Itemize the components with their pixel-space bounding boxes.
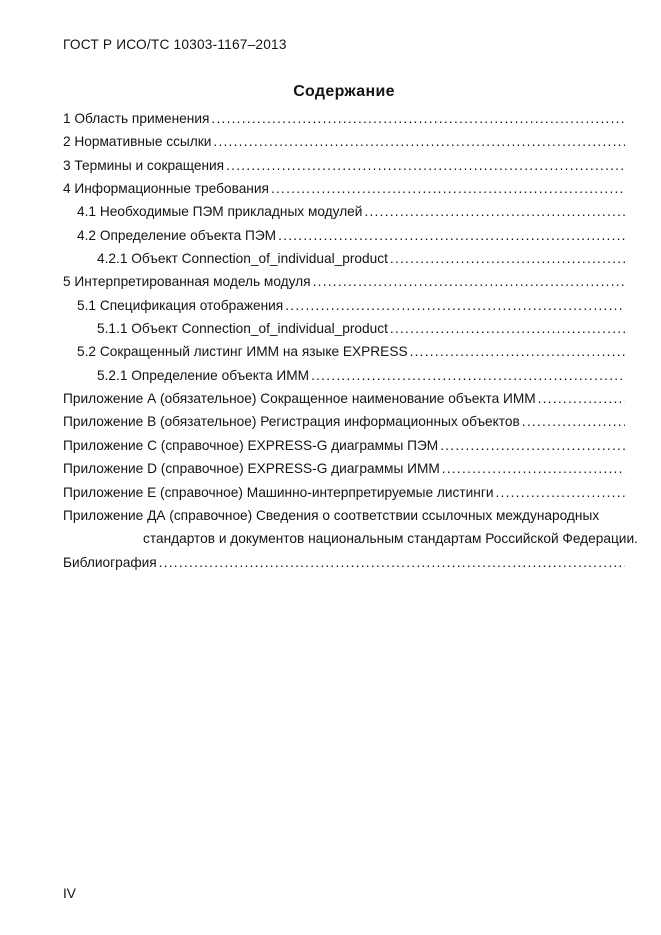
dot-leader (278, 224, 625, 247)
toc-entry-03 (63, 154, 625, 177)
toc-entry-label: 2 Нормативные ссылки (63, 134, 212, 150)
toc-entry-label: 5.1.1 Объект Connection_of_individual_product (97, 321, 388, 337)
dot-leader (440, 434, 625, 457)
toc-entry-label: 4 Информационные требования (63, 181, 269, 197)
toc-entry-16 (63, 457, 625, 480)
toc-entry-label: 1 Область применения (63, 111, 210, 126)
toc-list (63, 107, 638, 574)
toc-entry-13 (63, 387, 625, 410)
toc-entry-06 (63, 224, 625, 247)
dot-leader (496, 481, 626, 504)
toc-entry-02 (63, 130, 625, 153)
toc-title: Содержание (293, 83, 395, 100)
toc-entry-14 (63, 410, 625, 433)
toc-entry-08 (63, 270, 625, 293)
toc-entry-label: Приложение В (обязательное) Регистрация информационных объектов (63, 414, 520, 430)
dot-leader (522, 410, 625, 433)
document-designation: ГОСТ Р ИСО/ТС 10303-1167–2013 (63, 37, 287, 52)
toc-entry-10 (63, 317, 625, 340)
dot-leader (213, 130, 625, 153)
toc-entry-label: Приложение А (обязательное) Сокращенное наименование объекта ИММ (63, 391, 536, 407)
toc-entry-label: стандартов и документов национальным стандартам Российской Федерации. (143, 531, 638, 547)
toc-entry-17 (63, 481, 625, 504)
toc-entry-01 (63, 107, 625, 130)
toc-entry-label: Приложение С (справочное) EXPRESS-G диаграммы ПЭМ (63, 437, 439, 453)
dot-leader (159, 551, 625, 574)
toc-entry-label: Приложение ДА (справочное) Сведения о соответствии ссылочных международных (63, 507, 600, 523)
dot-leader (313, 270, 625, 293)
toc-entry-label: 5.2.1 Определение объекта ИММ (97, 367, 310, 383)
toc-entry-label: 5.1 Спецификация отображения (77, 297, 284, 313)
toc-entry-11 (63, 340, 625, 363)
toc-entry-18 (63, 504, 625, 527)
toc-entry-05 (63, 200, 625, 223)
dot-leader (226, 154, 625, 177)
toc-entry-label: Приложение D (справочное) EXPRESS-G диаграммы ИММ (63, 461, 440, 477)
toc-entry-15 (63, 434, 625, 457)
toc-entry-07 (63, 247, 625, 270)
toc-entry-label: 4.2 Определение объекта ПЭМ (77, 227, 277, 243)
dot-leader (211, 107, 625, 130)
dot-leader (285, 294, 625, 317)
dot-leader (442, 457, 625, 480)
dot-leader (364, 200, 625, 223)
toc-entry-label: Библиография (63, 554, 157, 570)
page-number: IV (63, 886, 76, 901)
toc-entry-09 (63, 294, 625, 317)
toc-entry-label: 5.2 Сокращенный листинг ИММ на языке EXPRESS (77, 344, 408, 360)
toc-entry-label: 5 Интерпретированная модель модуля (63, 274, 311, 290)
toc-entry-19 (63, 551, 625, 574)
toc-entry-label: 4.2.1 Объект Connection_of_individual_product (97, 251, 388, 267)
dot-leader (410, 340, 625, 363)
dot-leader (311, 364, 625, 387)
dot-leader (390, 317, 625, 340)
toc-entry-04 (63, 177, 625, 200)
dot-leader (538, 387, 625, 410)
toc-entry-label: 3 Термины и сокращения (63, 157, 225, 173)
dot-leader (390, 247, 625, 270)
toc-entry-label: Приложение Е (справочное) Машинно-интерпретируемые листинги (63, 484, 494, 500)
toc-entry-label: 4.1 Необходимые ПЭМ прикладных модулей (77, 204, 363, 220)
toc-entry-18-continuation (63, 527, 638, 550)
dot-leader (271, 177, 625, 200)
toc-entry-12 (63, 364, 625, 387)
